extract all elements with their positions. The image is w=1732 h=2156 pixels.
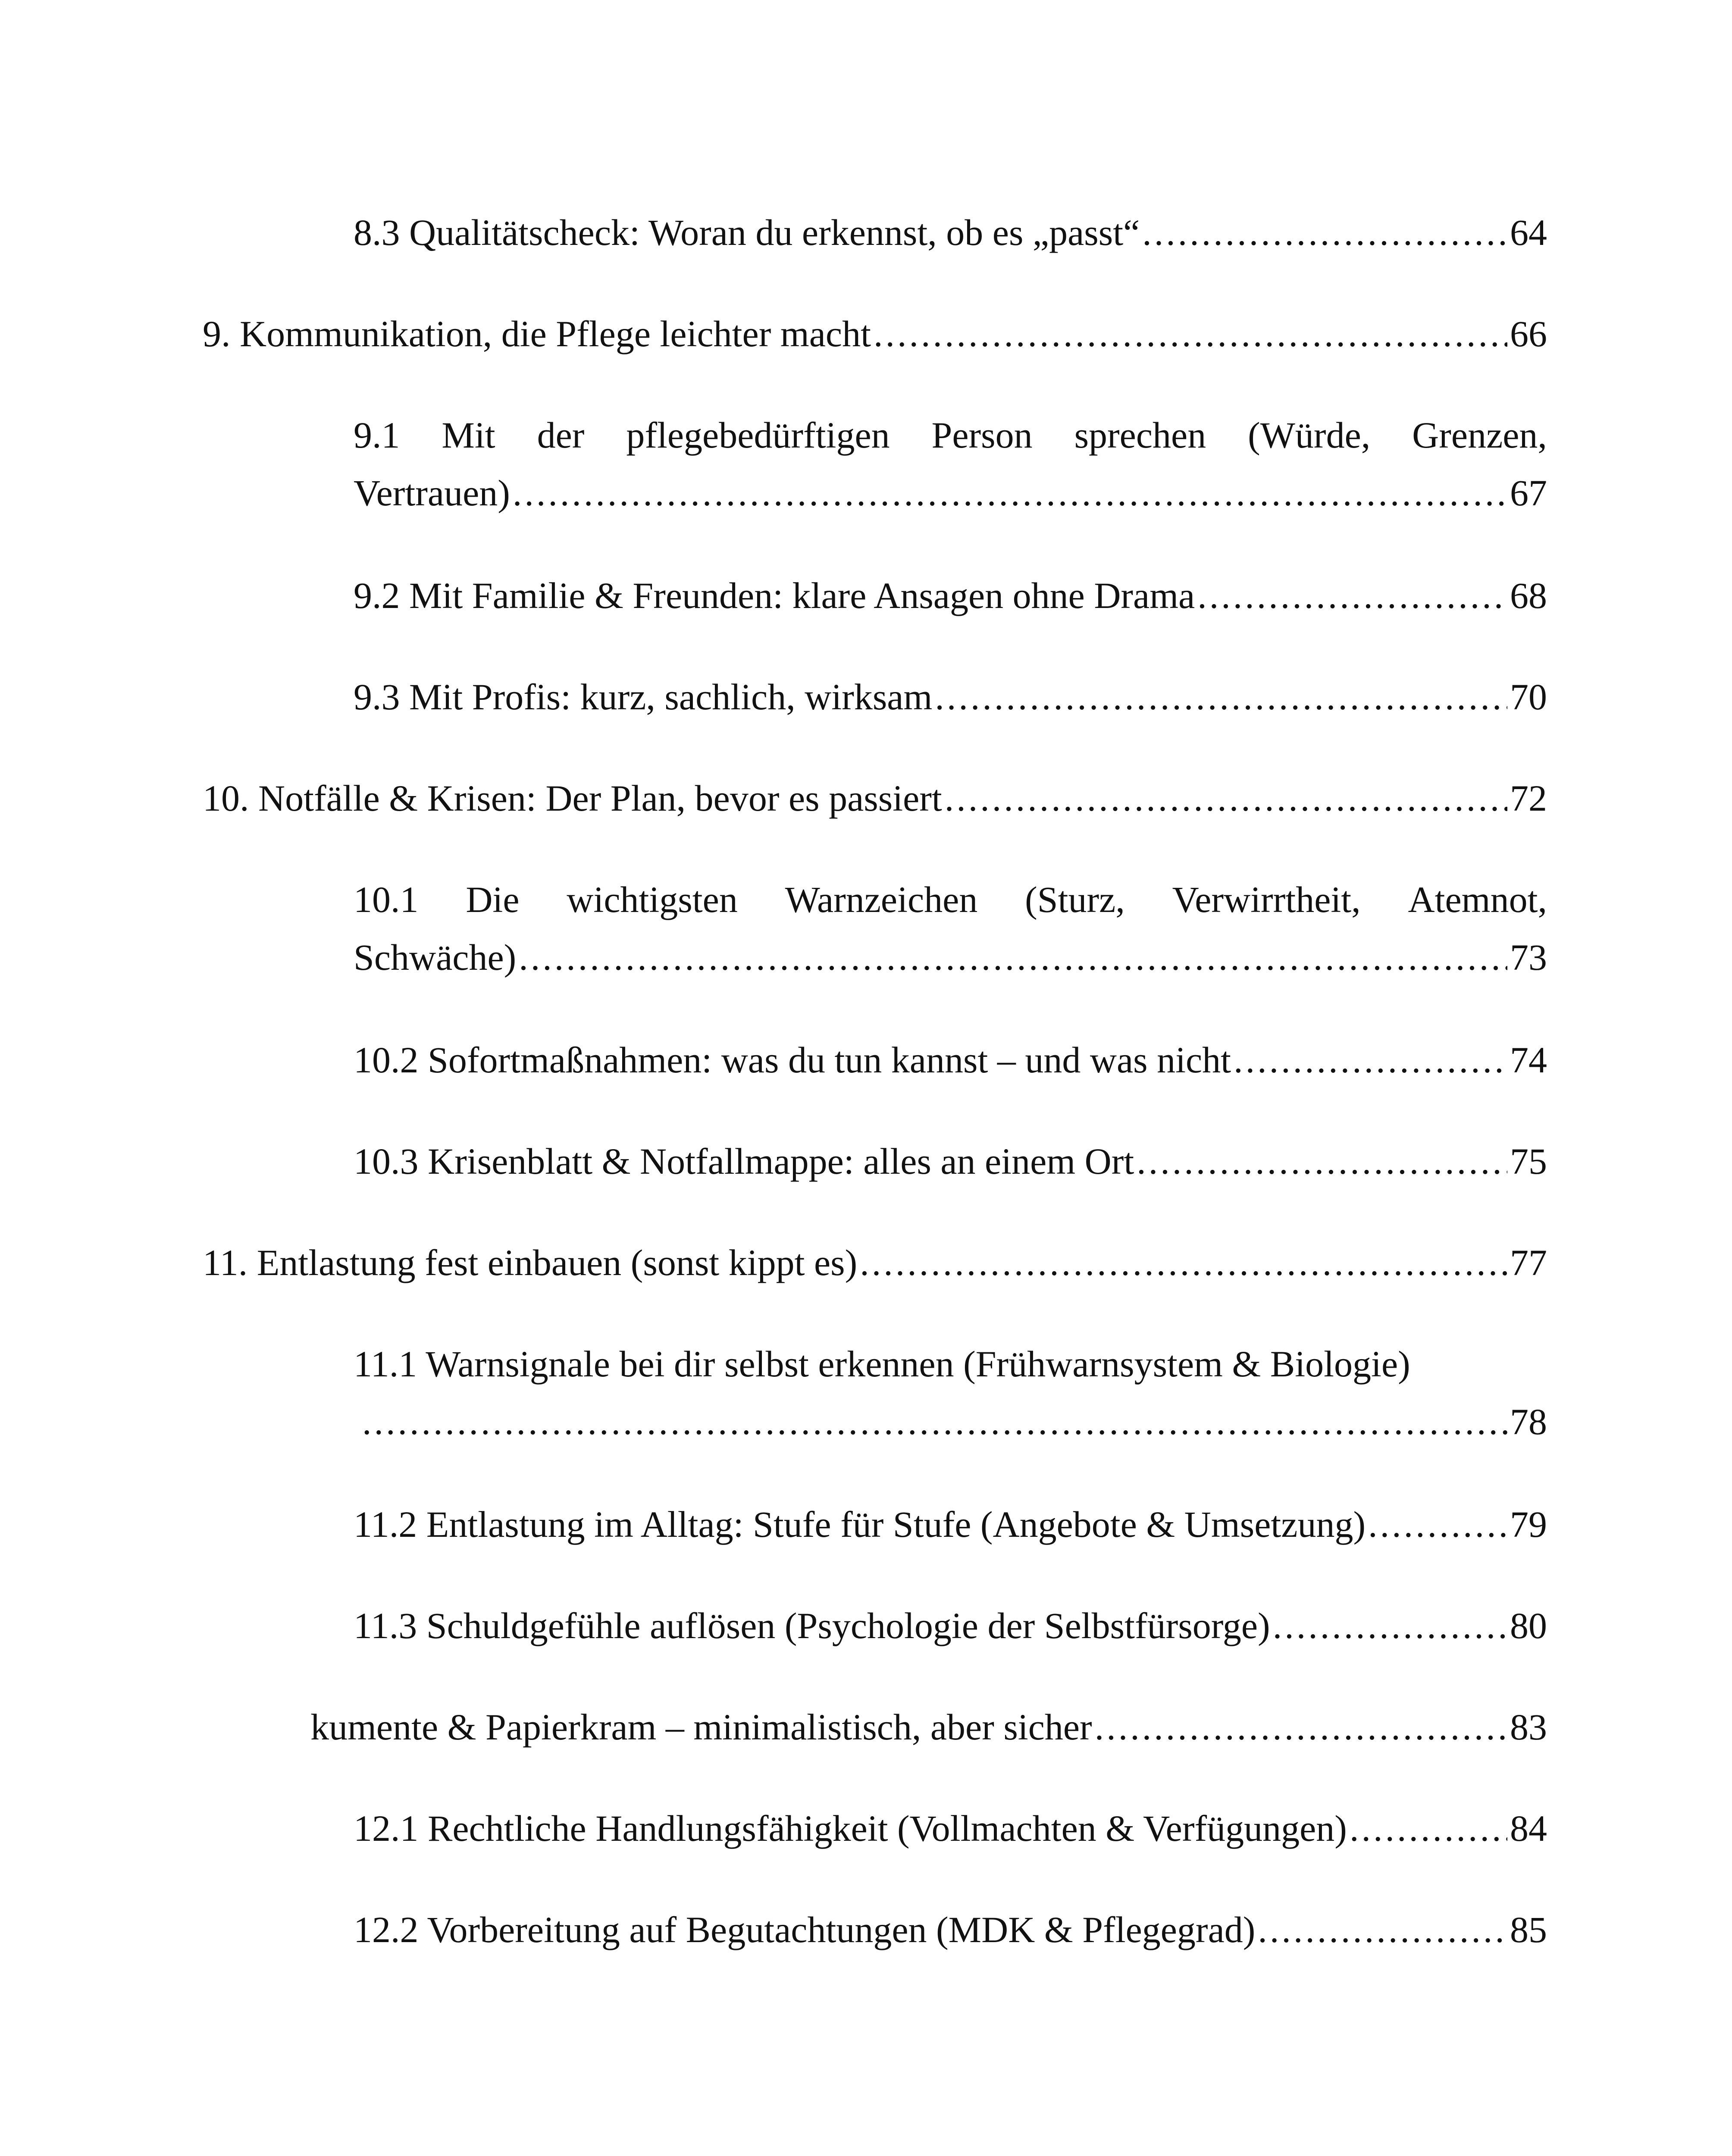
toc-entry-title-line-2: Schwäche) xyxy=(354,937,517,978)
toc-entry-title: 10. Notfälle & Krisen: Der Plan, bevor es passiert xyxy=(203,777,942,819)
toc-entry-title: 11.1 Warnsignale bei dir selbst erkennen (Frühwarnsystem & Biologie) xyxy=(354,1343,1410,1385)
toc-page-number: 72 xyxy=(1510,777,1547,819)
toc-page-number: 64 xyxy=(1510,212,1547,253)
toc-entry-title: 9.2 Mit Familie & Freunden: klare Ansagen ohne Drama xyxy=(354,575,1195,616)
toc-entry-10 xyxy=(203,769,1547,827)
toc-entry-9 xyxy=(203,305,1547,363)
toc-entry-9-2 xyxy=(354,567,1547,624)
toc-entry-12 xyxy=(310,1698,1547,1756)
toc-entry-title: 9.3 Mit Profis: kurz, sachlich, wirksam xyxy=(354,676,933,718)
toc-entry-title: 12.1 Rechtliche Handlungsfähigkeit (Vollmachten & Verfügungen) xyxy=(354,1808,1347,1849)
dot-leader xyxy=(1137,1132,1507,1190)
toc-entry-8-3 xyxy=(354,204,1547,261)
toc-entry-title-line-1: 9.1 Mit der pflegebedürftigen Person sprechen (Würde, Grenzen, xyxy=(354,414,1547,456)
toc-entry-11-2 xyxy=(354,1495,1547,1553)
dot-leader xyxy=(1197,567,1507,624)
toc-entry-title: 12.2 Vorbereitung auf Begutachtungen (MDK & Pflegegrad) xyxy=(354,1909,1256,1950)
toc-entry-10-3 xyxy=(354,1132,1547,1190)
dot-leader xyxy=(860,1234,1507,1291)
dot-leader xyxy=(1368,1495,1507,1553)
toc-entry-11-3 xyxy=(354,1597,1547,1655)
toc-page-number: 79 xyxy=(1510,1504,1547,1545)
dot-leader xyxy=(1350,1799,1507,1857)
dot-leader xyxy=(519,928,1507,986)
dot-leader xyxy=(945,769,1507,827)
dot-leader xyxy=(874,305,1507,363)
dot-leader xyxy=(1234,1031,1507,1089)
toc-page-number: 67 xyxy=(1510,472,1547,514)
dot-leader xyxy=(1095,1698,1507,1756)
toc-entry-title: 9. Kommunikation, die Pflege leichter macht xyxy=(203,313,871,354)
toc-entry-title: 11.2 Entlastung im Alltag: Stufe für Stufe (Angebote & Umsetzung) xyxy=(354,1504,1366,1545)
toc-page-number: 80 xyxy=(1510,1605,1547,1646)
toc-entry-11 xyxy=(203,1234,1547,1291)
toc-entry-11-1 xyxy=(354,1335,1547,1451)
toc-page-number: 75 xyxy=(1510,1141,1547,1182)
toc-entry-title: 11. Entlastung fest einbauen (sonst kippt es) xyxy=(203,1242,858,1283)
dot-leader xyxy=(513,464,1507,522)
toc-entry-10-2 xyxy=(354,1031,1547,1089)
dot-leader xyxy=(935,668,1507,726)
toc-entry-title: kumente & Papierkram – minimalistisch, aber sicher xyxy=(310,1706,1092,1748)
toc-entry-10-1 xyxy=(354,871,1547,986)
toc-page-number: 84 xyxy=(1510,1808,1547,1849)
toc-page-number: 70 xyxy=(1510,676,1547,718)
toc-entry-title-line-2: Vertrauen) xyxy=(354,472,510,514)
toc-entry-title: 10.2 Sofortmaßnahmen: was du tun kannst – und was nicht xyxy=(354,1039,1231,1081)
toc-entry-title-line-1: 10.1 Die wichtigsten Warnzeichen (Sturz, Verwirrtheit, Atemnot, xyxy=(354,879,1547,920)
toc-page-number: 66 xyxy=(1510,313,1547,354)
toc-page-number: 77 xyxy=(1510,1242,1547,1283)
toc-entry-9-1 xyxy=(354,406,1547,522)
dot-leader xyxy=(362,1393,1507,1451)
toc-page-number: 74 xyxy=(1510,1039,1547,1081)
toc-page-number: 78 xyxy=(1510,1401,1547,1442)
dot-leader xyxy=(1142,204,1507,261)
dot-leader xyxy=(1273,1597,1507,1655)
dot-leader xyxy=(1258,1901,1507,1959)
toc-entry-title: 10.3 Krisenblatt & Notfallmappe: alles an einem Ort xyxy=(354,1141,1134,1182)
toc-page-number: 73 xyxy=(1510,937,1547,978)
toc-entry-12-1 xyxy=(354,1799,1547,1857)
toc-page-number: 85 xyxy=(1510,1909,1547,1950)
toc-entry-12-2 xyxy=(354,1901,1547,1959)
toc-entry-title: 8.3 Qualitätscheck: Woran du erkennst, ob es „passt“ xyxy=(354,212,1140,253)
toc-page-number: 68 xyxy=(1510,575,1547,616)
toc-entry-title: 11.3 Schuldgefühle auflösen (Psychologie der Selbstfürsorge) xyxy=(354,1605,1270,1646)
toc-entry-9-3 xyxy=(354,668,1547,726)
toc-page-number: 83 xyxy=(1510,1706,1547,1748)
